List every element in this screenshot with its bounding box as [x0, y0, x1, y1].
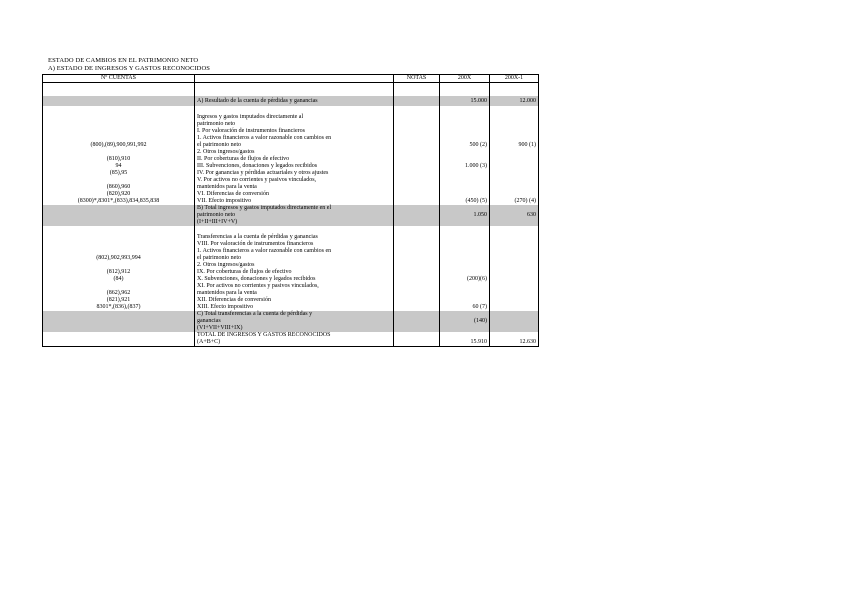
s1-v1-line: [442, 149, 487, 156]
section-transferencias-labels: [195, 226, 394, 311]
s1-v2-line: [492, 163, 536, 170]
s1-acc-line: (8300)*,8301*,(833),834,835,838: [77, 198, 160, 204]
s1-v2-line: [492, 184, 536, 191]
section-transferencias: [43, 226, 539, 311]
s2-acc-line: [45, 248, 192, 255]
spacer-row: [43, 83, 539, 97]
s2-acc-line: [45, 234, 192, 241]
s2-v1-line: [442, 248, 487, 255]
header-cuentas: Nº CUENTAS: [43, 75, 195, 83]
section-ingresos-accounts: [43, 106, 195, 205]
s2-v2-line: [492, 304, 536, 311]
header-year-2: 200X-1: [490, 75, 539, 83]
s2-label-line: Transferencias a la cuenta de pérdidas y ganancias: [197, 234, 318, 240]
s1-acc-line: [45, 149, 192, 156]
s1-label-line: 1. Activos financieros a valor razonable con cambios en: [197, 135, 332, 141]
s2-label-line: XII. Diferencias de conversión: [197, 297, 271, 303]
s2-acc-line: [45, 283, 192, 290]
s1-acc-line: (85),95: [109, 170, 128, 176]
s2-acc-line: (812),912: [106, 269, 131, 275]
s1-v2-line: [492, 191, 536, 198]
s1-v1-line: (450) (5): [465, 198, 487, 204]
s1-acc-line: [45, 128, 192, 135]
s1-label-line: III. Subvenciones, donaciones y legados recibidos: [197, 163, 318, 169]
s1-acc-line: 94: [115, 163, 122, 169]
s1-acc-line: (860),960: [106, 184, 131, 190]
page-title: ESTADO DE CAMBIOS EN EL PATRIMONIO NETO: [48, 57, 199, 64]
row-total-c-value-2: [490, 311, 539, 332]
row-total-b-line-3: (I+II+III+IV+V): [197, 219, 238, 225]
table-header-row: [43, 75, 539, 83]
row-total-b-line-2: patrimonio neto: [197, 212, 236, 218]
s2-v1-line: [442, 262, 487, 269]
s2-label-line: mantenidos para la venta: [197, 290, 257, 296]
s1-v2-line: [492, 121, 536, 128]
s1-v2-line: [492, 128, 536, 135]
row-total-line-1: TOTAL DE INGRESOS Y GASTOS RECONOCIDOS: [197, 332, 331, 338]
page-subtitle: A) ESTADO DE INGRESOS Y GASTOS RECONOCIDOS: [48, 65, 210, 72]
s2-v2-line: [492, 269, 536, 276]
row-total-b-label: [195, 205, 394, 226]
s2-acc-line: (862),962: [106, 290, 131, 296]
s2-acc-line: (802),902,993,994: [96, 255, 141, 261]
s2-label-line: 2. Otros ingresos/gastos: [197, 262, 255, 268]
s1-v1-line: [442, 114, 487, 121]
s1-label-line: mantenidos para la venta: [197, 184, 257, 190]
row-total-c-line-1: C) Total transferencias a la cuenta de pérdidas y: [197, 311, 313, 317]
s2-v2-line: [492, 255, 536, 262]
row-total-c-label: [195, 311, 394, 332]
s1-label-line: I. Por valoración de instrumentos financieros: [197, 128, 305, 134]
section-transferencias-values-2: [490, 226, 539, 311]
s1-label-line: IV. Por ganancias y pérdidas actuariales y otros ajustes: [197, 170, 329, 176]
s1-v2-line: [492, 135, 536, 142]
s2-label-line: el patrimonio neto: [197, 255, 241, 261]
row-total-b-value-1: 1.050: [440, 205, 490, 226]
s1-label-line: patrimonio neto: [197, 121, 236, 127]
s2-v2-line: [492, 241, 536, 248]
s1-v1-line: 500 (2): [469, 142, 487, 148]
row-total-c: [43, 311, 539, 332]
section-ingresos: [43, 106, 539, 205]
s2-acc-line: 8301*,(836),(837): [96, 304, 141, 310]
row-total-c-value-1: (140): [440, 311, 490, 332]
row-total-c-line-2: ganancias: [197, 318, 221, 324]
s1-v2-line: [492, 114, 536, 121]
s1-acc-line: (820),920: [106, 191, 131, 197]
s1-label-line: V. Por activos no corrientes y pasivos vinculados,: [197, 177, 317, 183]
s1-label-line: VII. Efecto impositivo: [197, 198, 252, 204]
s2-v2-line: [492, 276, 536, 283]
s1-v1-line: [442, 191, 487, 198]
s2-label-line: 1. Activos financieros a valor razonable con cambios en: [197, 248, 332, 254]
s1-v2-line: [492, 149, 536, 156]
s2-v1-line: [442, 255, 487, 262]
row-resultado-label: A) Resultado de la cuenta de pérdidas y ganancias: [195, 96, 394, 106]
s1-v2-line: (270) (4): [514, 198, 536, 204]
s1-v1-line: 1.000 (3): [465, 163, 487, 169]
s1-acc-line: (800),(89),900,991,992: [90, 142, 147, 148]
s2-v2-line: [492, 234, 536, 241]
s1-label-line: II. Por coberturas de flujos de efectivo: [197, 156, 290, 162]
s1-v1-line: [442, 184, 487, 191]
s1-acc-line: [45, 177, 192, 184]
s2-v1-line: [442, 269, 487, 276]
s1-label-line: VI. Diferencias de conversión: [197, 191, 269, 197]
row-resultado-value-2: 12.000: [490, 96, 539, 106]
s1-v2-line: [492, 177, 536, 184]
section-ingresos-labels: [195, 106, 394, 205]
s2-v1-line: [442, 290, 487, 297]
s2-v2-line: [492, 297, 536, 304]
section-ingresos-values-2: [490, 106, 539, 205]
row-total-line-2: (A+B+C): [197, 339, 221, 345]
row-total-b-line-1: B) Total ingresos y gastos imputados directamente en el: [197, 205, 332, 211]
s2-label-line: VIII. Por valoración de instrumentos financieros: [197, 241, 314, 247]
s2-label-line: IX. Por coberturas de flujos de efectivo: [197, 269, 292, 275]
s2-v2-line: [492, 283, 536, 290]
s1-v1-line: [442, 128, 487, 135]
row-total-value-1: 15.910: [440, 332, 490, 347]
s2-acc-line: [45, 262, 192, 269]
row-total-label: [195, 332, 394, 347]
s2-v1-line: [442, 234, 487, 241]
row-total: [43, 332, 539, 347]
s1-acc-line: (810),910: [106, 156, 131, 162]
s2-label-line: XIII. Efecto impositivo: [197, 304, 254, 310]
section-transferencias-accounts: [43, 226, 195, 311]
s1-v2-line: 900 (1): [518, 142, 536, 148]
row-resultado: [43, 96, 539, 106]
s2-acc-line: (84): [113, 276, 124, 282]
s1-v2-line: [492, 156, 536, 163]
row-total-b-value-2: 630: [490, 205, 539, 226]
s1-v1-line: [442, 135, 487, 142]
row-total-c-line-3: (VI+VII+VIII+IX): [197, 325, 243, 331]
s2-v1-line: (200)(6): [467, 276, 487, 282]
header-notas: NOTAS: [394, 75, 440, 83]
s1-v2-line: [492, 170, 536, 177]
s2-label-line: X. Subvenciones, donaciones y legados recibidos: [197, 276, 316, 282]
header-year-1: 200X: [440, 75, 490, 83]
s2-label-line: XI. Por activos no corrientes y pasivos vinculados,: [197, 283, 319, 289]
s2-acc-line: (821),921: [106, 297, 131, 303]
header-concepto: [195, 75, 394, 83]
s2-v2-line: [492, 248, 536, 255]
s1-label-line: Ingresos y gastos imputados directamente al: [197, 114, 304, 120]
s1-v1-line: [442, 156, 487, 163]
section-ingresos-values-1: [440, 106, 490, 205]
section-transferencias-values-1: [440, 226, 490, 311]
statement-table: [42, 74, 539, 347]
s1-v1-line: [442, 177, 487, 184]
s2-v1-line: [442, 241, 487, 248]
s1-acc-line: [45, 135, 192, 142]
s2-acc-line: [45, 241, 192, 248]
s1-acc-line: [45, 121, 192, 128]
row-resultado-value-1: 15.000: [440, 96, 490, 106]
s2-v1-line: [442, 283, 487, 290]
s2-v2-line: [492, 290, 536, 297]
row-total-value-2: 12.630: [490, 332, 539, 347]
s1-label-line: 2. Otros ingresos/gastos: [197, 149, 255, 155]
s2-v1-line: 60 (7): [472, 304, 487, 310]
s1-v1-line: [442, 170, 487, 177]
s1-acc-line: [45, 114, 192, 121]
s1-label-line: el patrimonio neto: [197, 142, 241, 148]
s2-v1-line: [442, 297, 487, 304]
s1-v1-line: [442, 121, 487, 128]
row-total-b: [43, 205, 539, 226]
s2-v2-line: [492, 262, 536, 269]
